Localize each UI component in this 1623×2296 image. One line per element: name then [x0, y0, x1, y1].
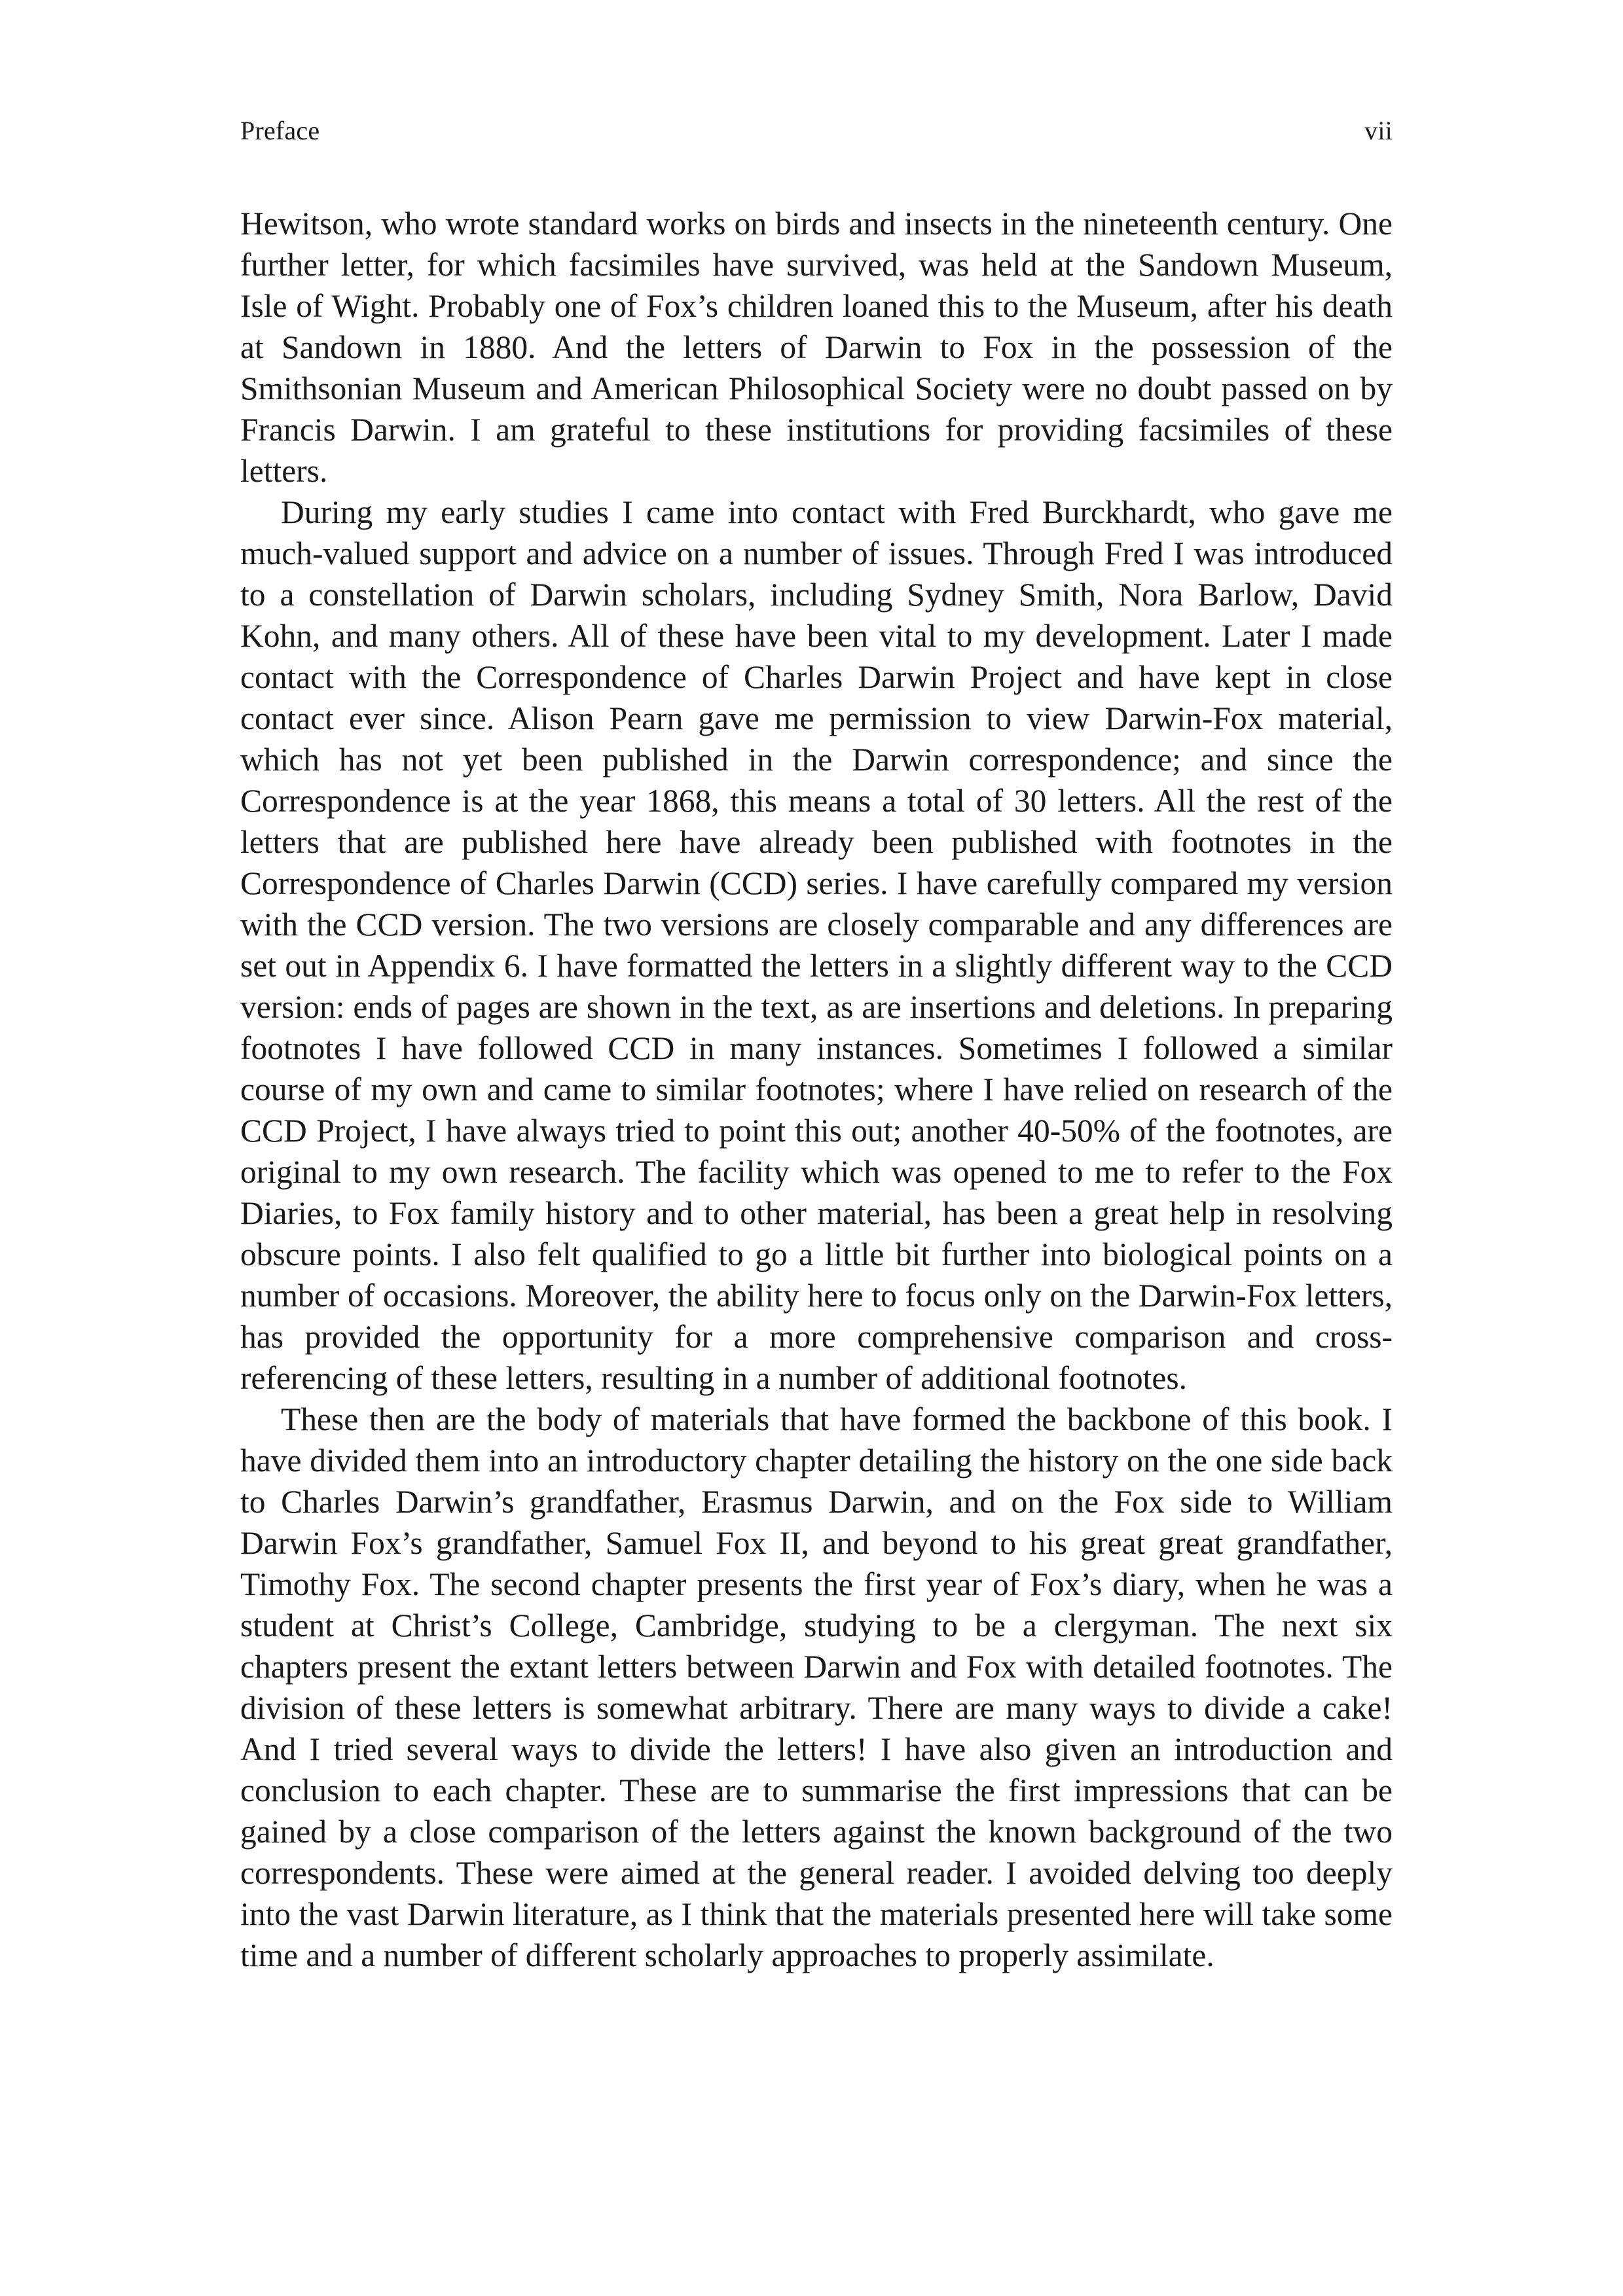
paragraph-early-studies: During my early studies I came into contact with Fred Burckhardt, who gave me much-valued support and advice on a number of issues. Through Fred I was introduced to a constellation of Darwin scholars, including Sydney Smith, Nora Barlow, David Kohn, and many others. All of these have been vital to my development. Later I made contact with the Correspondence of Charles Darwin Project and have kept in close contact ever since. Alison Pearn gave me permission to view Darwin-Fox material, which has not yet been published in the Darwin correspondence; and since the Correspondence is at the year 1868, this means a total of 30 letters. All the rest of the letters that are published here have already been published with footnotes in the Correspondence of Charles Darwin (CCD) series. I have carefully compared my version with the CCD version. The two versions are closely comparable and any differences are set out in Appendix 6. I have formatted the letters in a slightly different way to the CCD version: ends of pages are shown in the text, as are insertions and deletions. In preparing footnotes I have followed CCD in many instances. Sometimes I followed a similar course of my own and came to similar footnotes; where I have relied on research of the CCD Project, I have always tried to point this out; another 40-50% of the footnotes, are original to my own research. The facility which was opened to me to refer to the Fox Diaries, to Fox family history and to other material, has been a great help in resolving obscure points. I also felt qualified to go a little bit further into biological points on a number of occasions. Moreover, the ability here to focus only on the Darwin-Fox letters, has provided the opportunity for a more comprehensive comparison and cross-referencing of these letters, resulting in a number of additional footnotes.: [240, 494, 1393, 1396]
running-head: [240, 98, 1393, 164]
paragraph-continued: Hewitson, who wrote standard works on birds and insects in the nineteenth century. One further letter, for which facsimiles have survived, was held at the Sandown Museum, Isle of Wight. Probably one of Fox’s children loaned this to the Museum, after his death at Sandown in 1880. And the letters of Darwin to Fox in the possession of the Smithsonian Museum and American Philosophical Society were no doubt passed on by Francis Darwin. I am grateful to these institutions for providing facsimiles of these letters.: [240, 206, 1393, 489]
body-text: [240, 203, 1393, 1976]
book-page: [240, 98, 1393, 1976]
page-number: vii: [1364, 116, 1393, 145]
running-head-section: Preface: [240, 116, 320, 145]
paragraph-book-structure: These then are the body of materials that have formed the backbone of this book. I have divided them into an introductory chapter detailing the history on the one side back to Charles Darwin’s grandfather, Erasmus Darwin, and on the Fox side to William Darwin Fox’s grandfather, Samuel Fox II, and beyond to his great great grandfather, Timothy Fox. The second chapter presents the first year of Fox’s diary, when he was a student at Christ’s College, Cambridge, studying to be a clergyman. The next six chapters present the extant letters between Darwin and Fox with detailed footnotes. The division of these letters is somewhat arbitrary. There are many ways to divide a cake! And I tried several ways to divide the letters! I have also given an introduction and conclusion to each chapter. These are to summarise the first impressions that can be gained by a close comparison of the letters against the known background of the two correspondents. These were aimed at the general reader. I avoided delving too deeply into the vast Darwin literature, as I think that the materials presented here will take some time and a number of different scholarly approaches to properly assimilate.: [240, 1401, 1393, 1973]
